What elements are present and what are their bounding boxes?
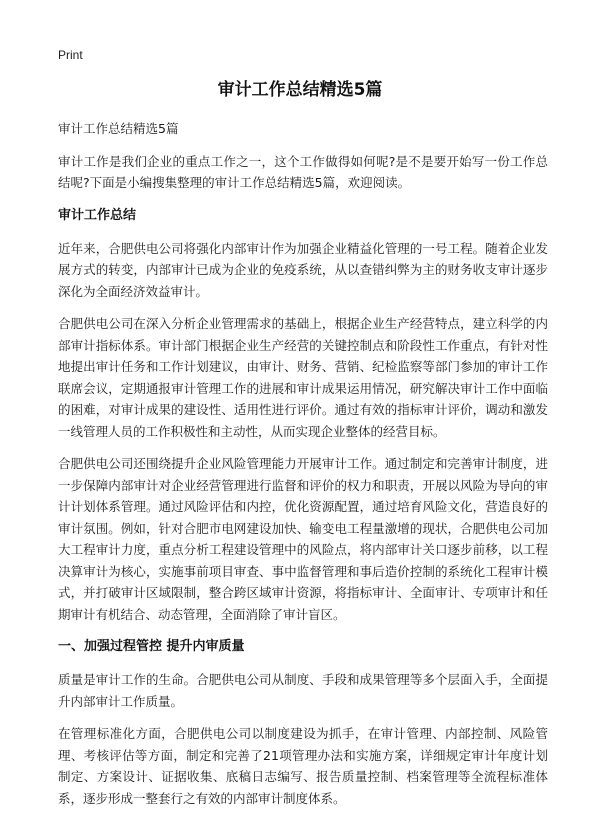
page-title: 审计工作总结精选5篇 bbox=[217, 80, 383, 100]
section-heading-process-control: 一、加强过程管控 提升内审质量 bbox=[58, 639, 245, 654]
paragraph-2: 合肥供电公司在深入分析企业管理需求的基础上，根据企业生产经营特点，建立科学的内部审计指标体系。审计部门根据企业生产经营的关键控制点和阶段性工作重点，有针对性地提出审计任务和工作计划建议，由审计、财务、营销、纪检监察等部门参加的审计工作联席会议，定期通报审计管理工作的进展和审计成果运用情况，研究解决审计工作中面临的困难，对审计成果的建设性、适用性进行评价。通过有效的指标审计评价，调动和激发一线管理人员的工作积极性和主动性，从而实现企业整体的经营目标。 bbox=[58, 316, 548, 439]
article-subtitle: 审计工作总结精选5篇 bbox=[58, 121, 179, 136]
paragraph-4: 质量是审计工作的生命。合肥供电公司从制度、手段和成果管理等多个层面入手，全面提升内部审计工作质量。 bbox=[58, 672, 548, 709]
section-heading-summary: 审计工作总结 bbox=[58, 207, 137, 223]
paragraph-3: 合肥供电公司还围绕提升企业风险管理能力开展审计工作。通过制定和完善审计制度，进一步保障内部审计对企业经营管理进行监督和评价的权力和职责，开展以风险为导向的审计计划体系管理。通过风险评估和内控，优化资源配置，通过培育风险文化，营造良好的审计氛围。例如，针对合肥市电网建设加快、输变电工程量激增的现状，合肥供电公司加大工程审计力度，重点分析工程建设管理中的风险点，将内部审计关口逐步前移，以工程决算审计为核心，实施事前项目审查、事中监督管理和事后造价控制的系统化工程审计模式，并打破审计区域限制，整合跨区域审计资源，将指标审计、全面审计、专项审计和任期审计有机结合、动态管理，全面消除了审计盲区。 bbox=[58, 456, 548, 622]
paragraph-1: 近年来，合肥供电公司将强化内部审计作为加强企业精益化管理的一号工程。随着企业发展方式的转变，内部审计已成为企业的免疫系统，从以查错纠弊为主的财务收支审计逐步深化为全面经济效益审计。 bbox=[58, 240, 548, 299]
intro-paragraph: 审计工作是我们企业的重点工作之一，这个工作做得如何呢?是不是要开始写一份工作总结呢?下面是小编搜集整理的审计工作总结精选5篇，欢迎阅读。 bbox=[58, 153, 548, 190]
paragraph-5: 在管理标准化方面，合肥供电公司以制度建设为抓手，在审计管理、内部控制、风险管理、考核评估等方面，制定和完善了21项管理办法和实施方案，详细规定审计年度计划制定、方案设计、证据收集、底稿日志编写、报告质量控制、档案管理等全流程标准体系，逐步形成一整套行之有效的内部审计制度体系。 bbox=[58, 726, 548, 806]
print-link[interactable]: Print bbox=[58, 48, 83, 62]
article-body bbox=[58, 118, 548, 820]
